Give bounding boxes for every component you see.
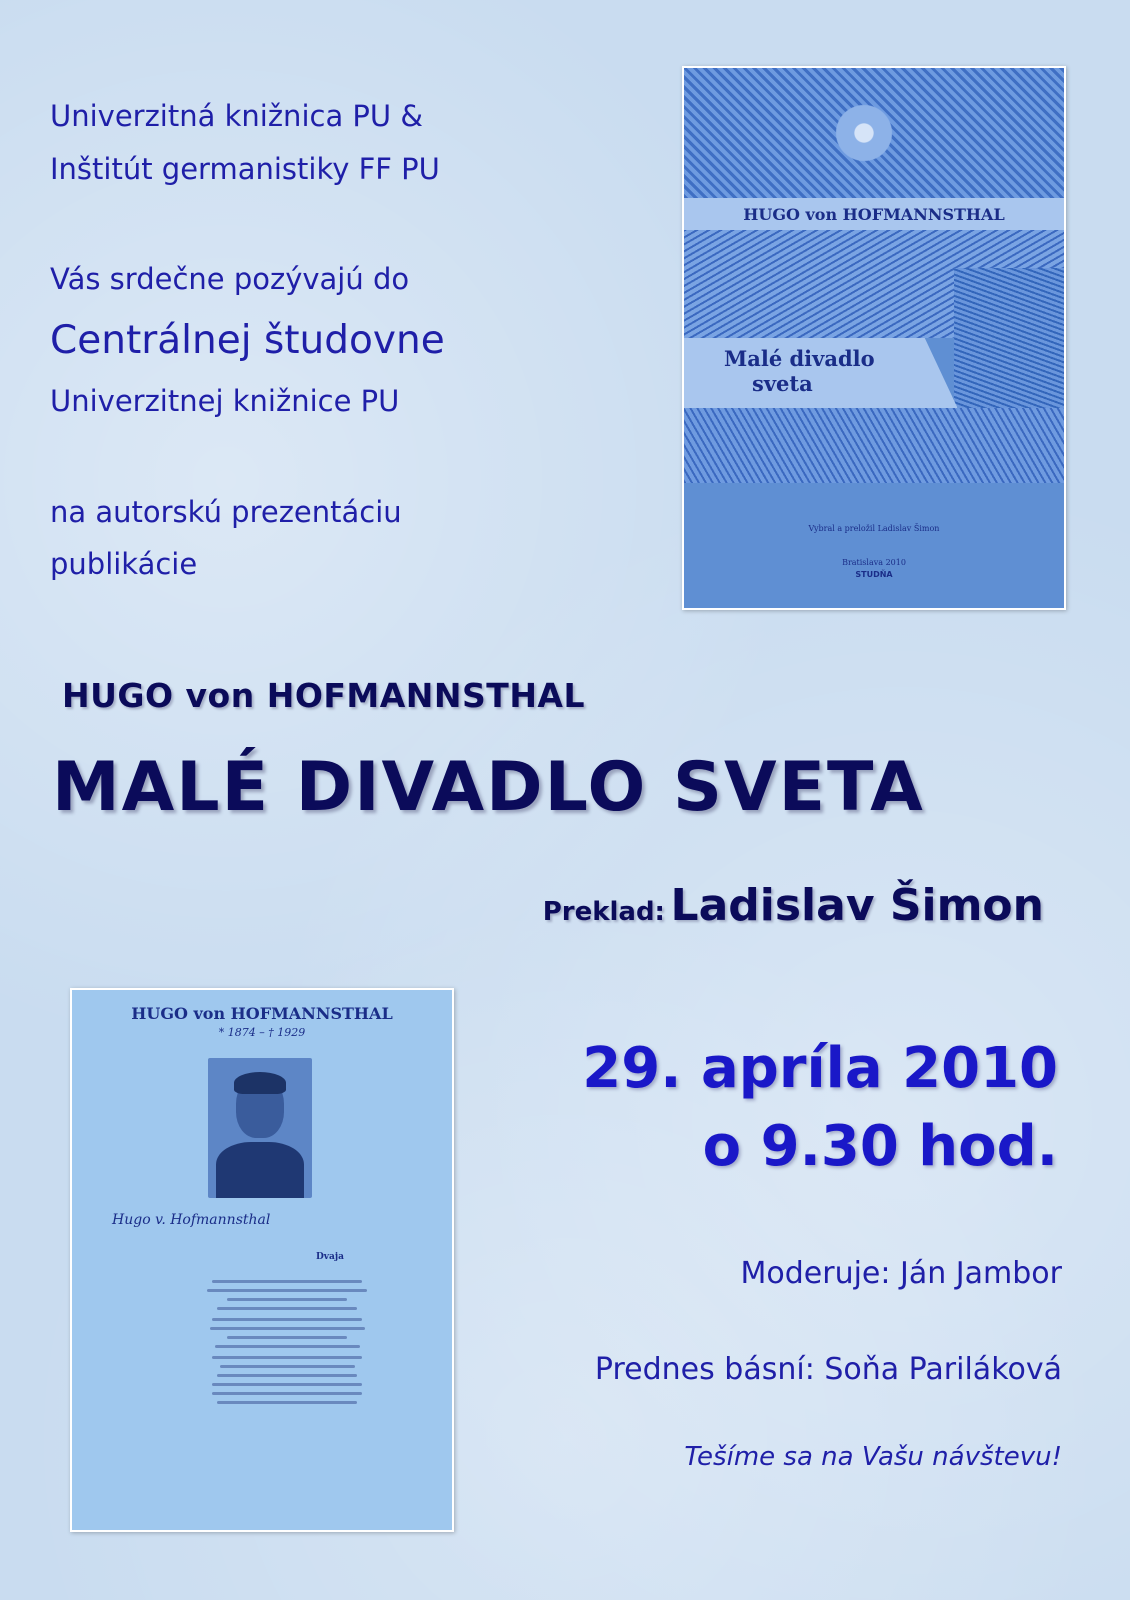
poem-line [227,1336,347,1339]
poem-line [217,1307,357,1310]
invitation-text: Vás srdečne pozývajú do [50,262,410,296]
cover-credit: Vybral a preložil Ladislav Šimon [808,524,940,533]
venue-hall: Centrálnej študovne [50,318,445,363]
organizer-line-2: Inštitút germanistiky FF PU [50,152,440,186]
author-portrait [208,1058,312,1198]
poem-line [217,1401,357,1404]
translator-name: Ladislav Šimon [670,880,1044,931]
moderator: Moderuje: Ján Jambor [740,1256,1062,1291]
poem-line [220,1365,355,1368]
poem-line [210,1327,365,1330]
book-page-image [70,988,454,1532]
translation-label: Preklad: [542,897,665,927]
cover-title-line-2: sveta [752,371,813,397]
cover-publisher-logo: STUDŇA [855,570,893,579]
event-time: o 9.30 hod. [702,1114,1058,1179]
poem-line [212,1392,362,1395]
page-author: HUGO von HOFMANNSTHAL [131,1004,393,1023]
translation-credit [543,880,1044,931]
presentation-line-1: na autorskú prezentáciu [50,495,402,529]
portrait-body [216,1142,304,1198]
poem-line [217,1374,357,1377]
portrait-hair [234,1072,286,1094]
poetry-recitation: Prednes básní: Soňa Pariláková [594,1352,1062,1387]
poem-line [212,1356,362,1359]
poem-text-block [202,1274,372,1412]
poem-title: Dvaja [316,1252,344,1262]
welcome-message: Tešíme sa na Vašu návštevu! [684,1442,1062,1472]
poem-line [212,1318,362,1321]
poem-line [212,1280,362,1283]
poem-line [215,1345,360,1348]
author-signature: Hugo v. Hofmannsthal [112,1212,271,1228]
presentation-line-2: publikácie [50,547,198,581]
venue-library: Univerzitnej knižnice PU [50,384,400,418]
event-title: MALÉ DIVADLO SVETA [52,748,925,827]
poem-stanza [202,1356,372,1404]
organizer-line-1: Univerzitná knižnica PU & [50,99,423,133]
poem-stanza [202,1318,372,1348]
event-author: HUGO von HOFMANNSTHAL [62,676,585,715]
cover-place-year: Bratislava 2010 [842,558,906,567]
book-cover-image [682,66,1066,610]
cover-title [724,346,875,396]
cover-title-line-1: Malé divadlo [724,346,875,371]
poem-line [227,1298,347,1301]
cover-artwork-bottom [684,408,1064,483]
cover-author: HUGO von HOFMANNSTHAL [743,205,1005,224]
event-date: 29. apríla 2010 [582,1036,1058,1101]
poem-stanza [202,1280,372,1310]
poem-line [212,1383,362,1386]
poem-line [207,1289,367,1292]
flower-illustration [784,88,944,178]
page-life-dates: * 1874 – † 1929 [218,1026,306,1039]
